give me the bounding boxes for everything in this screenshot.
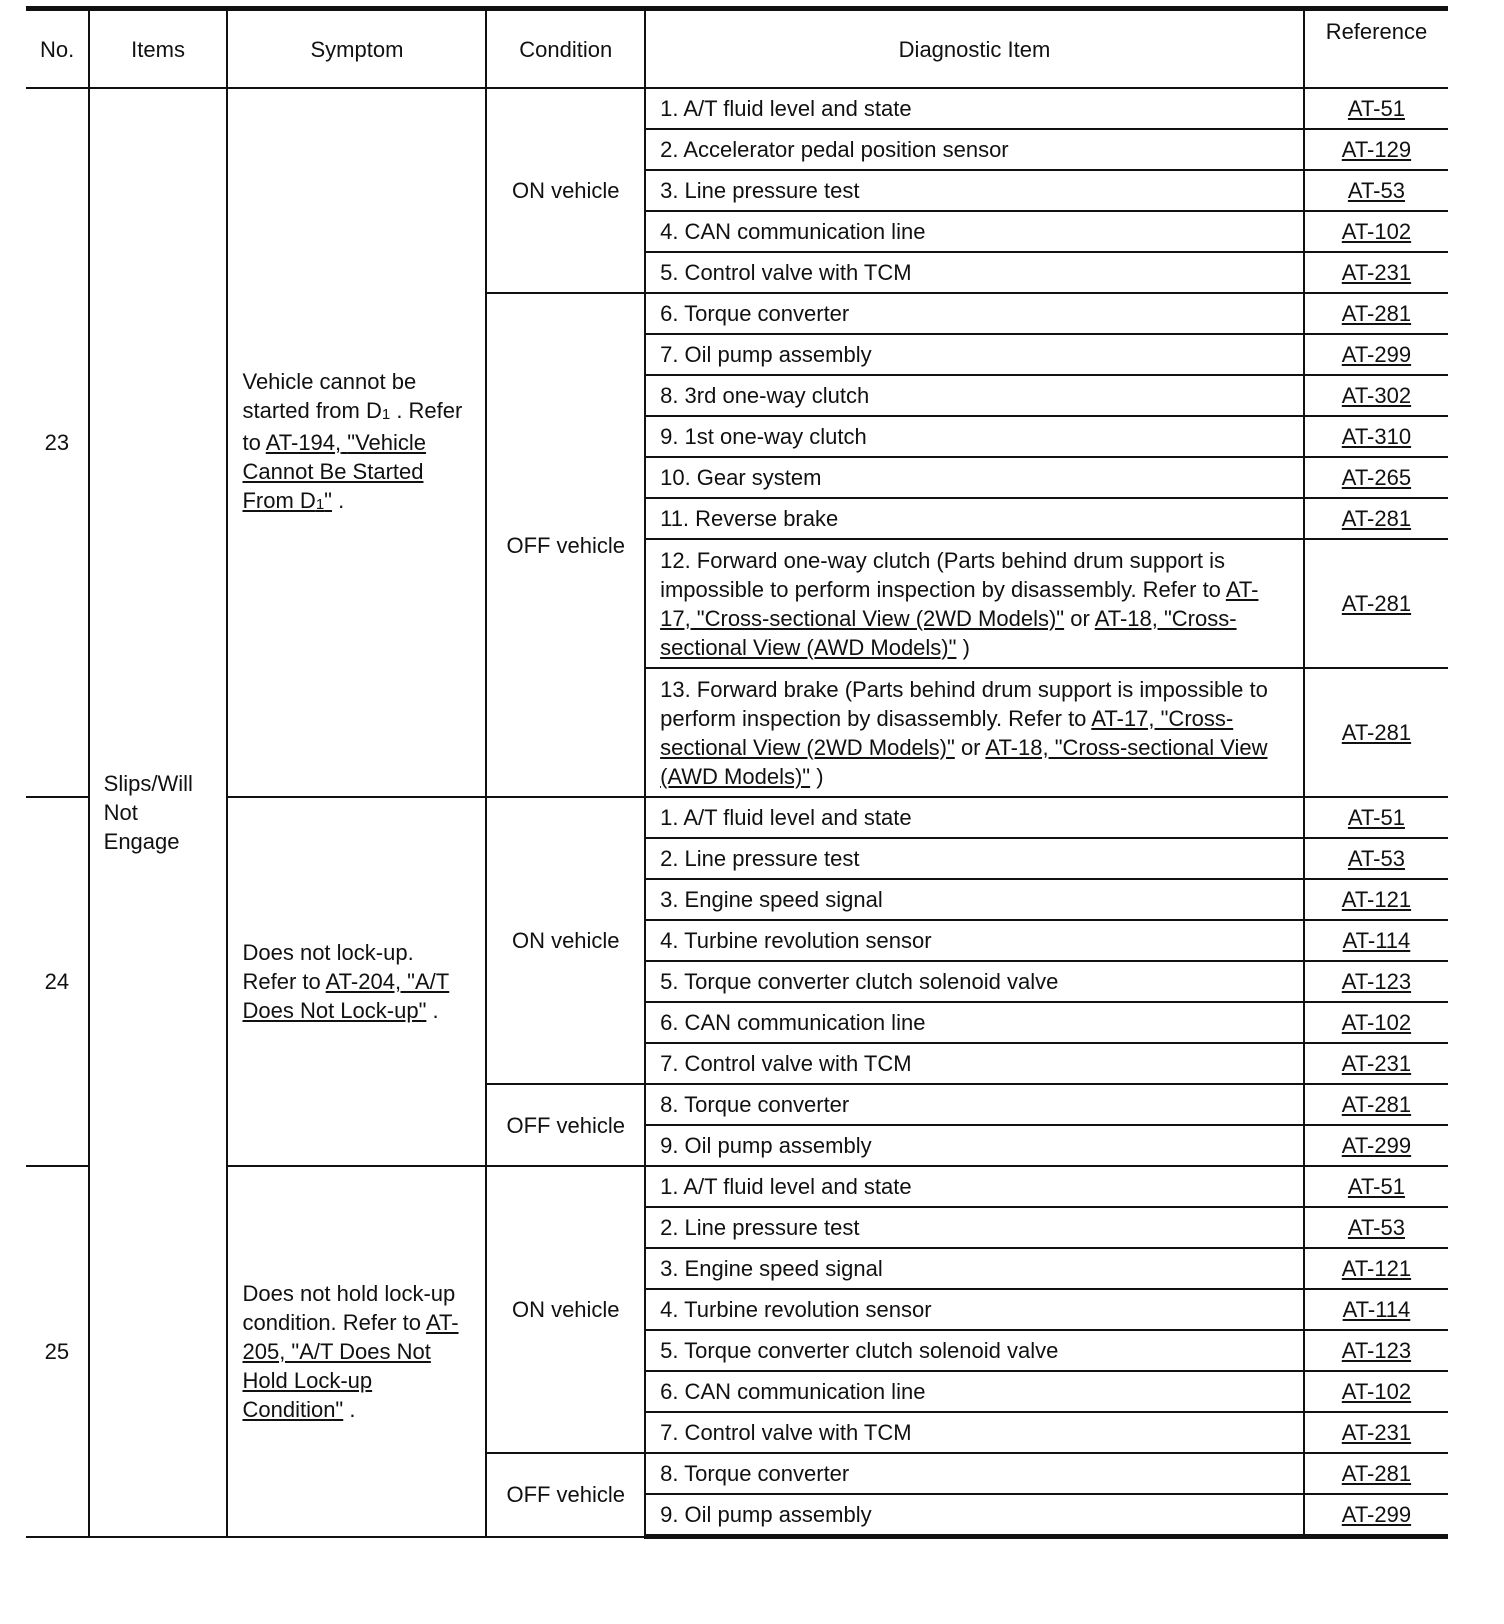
items-cell: Slips/Will Not Engage [89,88,228,1537]
reference-cell [1304,1453,1448,1494]
symptom-text: . [331,488,345,513]
header-condition: Condition [486,9,645,89]
diagnostic-item: 12. Forward one-way clutch (Parts behind drum support is impossible to perform inspection by disassembly. Refer to AT-17, "Cross-sectional View (2WD Models)" or AT-18, "Cross-sectional View (AWD Models)" ) [645,539,1304,668]
symptom-text: . Refer to [242,398,463,455]
reference-cell [1304,1371,1448,1412]
header-items: Items [89,9,228,89]
reference-cell [1304,961,1448,1002]
cross-section-link[interactable]: AT-17, "Cross-sectional View (2WD Models)" [660,576,1259,631]
reference-link[interactable]: AT-302 [1341,383,1412,408]
reference-cell [1304,416,1448,457]
diagnostic-item: 4. CAN communication line [645,211,1304,252]
header-reference: Reference [1304,9,1448,89]
reference-link[interactable]: AT-102 [1341,1379,1412,1404]
symptom-link[interactable]: AT-205, "A/T Does Not Hold Lock-up Condition" [242,1309,459,1422]
reference-link[interactable]: AT-51 [1347,805,1405,830]
diagnostic-item: 6. CAN communication line [645,1002,1304,1043]
cross-section-link[interactable]: AT-17, "Cross-sectional View (2WD Models)" [660,705,1234,760]
diagnostic-item: 8. 3rd one-way clutch [645,375,1304,416]
table-row [26,88,1448,129]
header-diagnostic-item: Diagnostic Item [645,9,1304,89]
diagnostic-item: 13. Forward brake (Parts behind drum support is impossible to perform inspection by disassembly. Refer to AT-17, "Cross-sectional View (2WD Models)" or AT-18, "Cross-sectional View (AWD Models)" ) [645,668,1304,797]
diagnostic-item: 2. Line pressure test [645,1207,1304,1248]
reference-link[interactable]: AT-231 [1341,1420,1412,1445]
reference-cell [1304,498,1448,539]
diagnostic-item: 6. Torque converter [645,293,1304,334]
reference-link[interactable]: AT-53 [1347,178,1405,203]
diagnostic-item: 7. Oil pump assembly [645,334,1304,375]
condition-off-vehicle: OFF vehicle [486,1453,645,1537]
header-row [26,9,1448,89]
reference-link[interactable]: AT-121 [1341,887,1412,912]
diagnostic-item: 2. Line pressure test [645,838,1304,879]
reference-link[interactable]: AT-121 [1341,1256,1412,1281]
diagnostic-item: 4. Turbine revolution sensor [645,1289,1304,1330]
reference-cell [1304,129,1448,170]
diagnostic-item: 4. Turbine revolution sensor [645,920,1304,961]
header-symptom: Symptom [227,9,486,89]
diagnostic-item: 9. 1st one-way clutch [645,416,1304,457]
reference-cell [1304,252,1448,293]
diagnostic-item: 1. A/T fluid level and state [645,1166,1304,1207]
row-number: 23 [26,88,89,797]
table-row [26,1166,1448,1207]
diagnostic-item: 11. Reverse brake [645,498,1304,539]
symptom-subscript: 1 [381,406,391,423]
reference-link[interactable]: AT-53 [1347,846,1405,871]
symptom-cell: Does not hold lock-up condition. Refer to AT-205, "A/T Does Not Hold Lock-up Condition" . [227,1166,486,1537]
reference-link[interactable]: AT-281 [1341,301,1412,326]
reference-link[interactable]: AT-299 [1341,342,1412,367]
reference-cell [1304,293,1448,334]
symptom-cell [227,88,486,797]
reference-link[interactable]: AT-123 [1341,1338,1412,1363]
reference-link[interactable]: AT-265 [1341,465,1412,490]
reference-cell [1304,879,1448,920]
diagnostic-item: 7. Control valve with TCM [645,1043,1304,1084]
reference-cell [1304,1166,1448,1207]
reference-cell [1304,1248,1448,1289]
reference-link[interactable]: AT-281 [1341,506,1412,531]
reference-cell [1304,668,1448,797]
reference-cell [1304,1207,1448,1248]
diagnostic-item: 7. Control valve with TCM [645,1412,1304,1453]
reference-link[interactable]: AT-129 [1341,137,1412,162]
reference-cell [1304,1002,1448,1043]
reference-cell [1304,539,1448,668]
condition-on-vehicle: ON vehicle [486,1166,645,1453]
reference-link[interactable]: AT-310 [1341,424,1412,449]
reference-link[interactable]: AT-114 [1342,1297,1411,1322]
symptom-link[interactable]: AT-194, "Vehicle Cannot Be Started From $D_1$" [242,430,427,513]
diagnostic-item: 6. CAN communication line [645,1371,1304,1412]
reference-link[interactable]: AT-53 [1347,1215,1405,1240]
diagnostic-item: 9. Oil pump assembly [645,1125,1304,1166]
diagnostic-item: 3. Engine speed signal [645,879,1304,920]
reference-link[interactable]: AT-299 [1341,1133,1412,1158]
reference-link[interactable]: AT-281 [1341,1092,1412,1117]
reference-link[interactable]: AT-123 [1341,969,1412,994]
reference-cell [1304,170,1448,211]
symptom-text: Vehicle cannot be started from D [242,369,417,423]
cross-section-link[interactable]: AT-18, "Cross-sectional View (AWD Models)" [660,605,1237,660]
reference-link[interactable]: AT-102 [1341,1010,1412,1035]
reference-link[interactable]: AT-281 [1341,720,1412,745]
diagnostic-item: 3. Engine speed signal [645,1248,1304,1289]
row-number: 24 [26,797,89,1166]
reference-link[interactable]: AT-51 [1347,96,1405,121]
condition-off-vehicle: OFF vehicle [486,1084,645,1166]
reference-cell [1304,1330,1448,1371]
diagnostic-item: 8. Torque converter [645,1084,1304,1125]
row-number: 25 [26,1166,89,1537]
reference-cell [1304,1084,1448,1125]
reference-cell [1304,457,1448,498]
diagnostic-item: 5. Control valve with TCM [645,252,1304,293]
cross-section-link[interactable]: AT-18, "Cross-sectional View (AWD Models)" [660,734,1268,789]
diagnostic-item: 3. Line pressure test [645,170,1304,211]
table-row [26,797,1448,838]
condition-off-vehicle: OFF vehicle [486,293,645,797]
diagnostic-table [26,6,1448,1539]
reference-link[interactable]: AT-299 [1341,1502,1412,1527]
reference-link[interactable]: AT-281 [1341,1461,1412,1486]
reference-link[interactable]: AT-231 [1341,260,1412,285]
condition-on-vehicle: ON vehicle [486,88,645,293]
reference-cell [1304,838,1448,879]
reference-link[interactable]: AT-114 [1342,928,1411,953]
reference-link[interactable]: AT-231 [1341,1051,1412,1076]
diagnostic-item: 9. Oil pump assembly [645,1494,1304,1537]
symptom-link[interactable]: AT-204, "A/T Does Not Lock-up" [242,969,450,1023]
reference-cell [1304,334,1448,375]
diagnostic-item: 2. Accelerator pedal position sensor [645,129,1304,170]
diagnostic-item: 10. Gear system [645,457,1304,498]
reference-cell [1304,1494,1448,1537]
reference-cell [1304,375,1448,416]
diagnostic-item: 5. Torque converter clutch solenoid valve [645,961,1304,1002]
reference-link[interactable]: AT-51 [1347,1174,1405,1199]
symptom-cell: Does not lock-up. Refer to AT-204, "A/T Does Not Lock-up" . [227,797,486,1166]
diagnostic-item: 8. Torque converter [645,1453,1304,1494]
diagnostic-item: 5. Torque converter clutch solenoid valve [645,1330,1304,1371]
condition-on-vehicle: ON vehicle [486,797,645,1084]
reference-cell [1304,88,1448,129]
reference-cell [1304,1289,1448,1330]
diagnostic-item: 1. A/T fluid level and state [645,88,1304,129]
reference-cell [1304,211,1448,252]
header-no: No. [26,9,89,89]
diagnostic-item: 1. A/T fluid level and state [645,797,1304,838]
reference-link[interactable]: AT-102 [1341,219,1412,244]
reference-cell [1304,920,1448,961]
reference-cell [1304,797,1448,838]
reference-cell [1304,1125,1448,1166]
reference-cell [1304,1043,1448,1084]
reference-link[interactable]: AT-281 [1341,591,1412,616]
reference-cell [1304,1412,1448,1453]
